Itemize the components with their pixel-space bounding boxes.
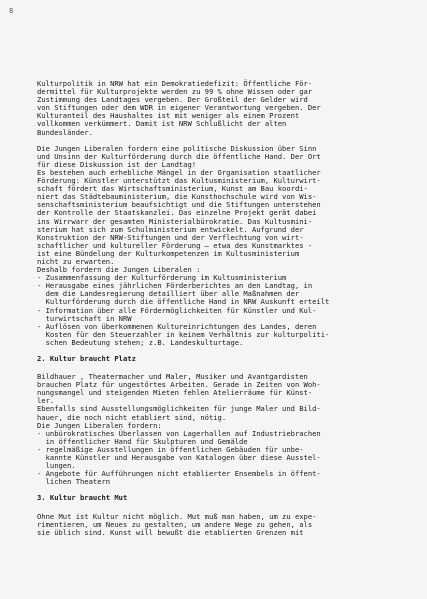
section-kultur-braucht-mut <box>37 513 417 537</box>
text-line: Bildhauer , Theatermacher und Maler, Musiker und Avantgardisten <box>37 372 308 382</box>
text-line: - Information über alle Fördermöglichkeiten für Künstler und Kul- <box>37 305 317 315</box>
paragraph <box>37 145 417 347</box>
text-line: sie üblich sind. Kunst will bewußt die etablierten Grenzen mit <box>37 527 304 537</box>
text-line: Bundesländer. <box>37 127 93 137</box>
text-line: ist eine Bündelung der Kulturkompetenzen im Kultusministerium <box>37 248 300 258</box>
text-line: nicht zu erwarten. <box>37 256 115 266</box>
text-line: Kosten für den Steuerzahler in keinem Verhältnis zur kulturpoliti- <box>37 329 330 339</box>
text-line: - regelmäßige Ausstellungen in öffentlichen Gebäuden für unbe- <box>37 444 304 454</box>
text-line: Konstruktion der NRW-Stiftungen und der Verflechtung von wirt- <box>37 232 304 242</box>
text-line: - Herausgabe eines jährlichen Förderberichtes an den Landtag, in <box>37 281 313 291</box>
text-line: hauer, die noch nicht etabliert sind, nötig. <box>37 412 227 422</box>
text-line: und Unsinn der Kulturförderung durch die öffentliche Hand. Der Ort <box>37 151 321 161</box>
text-line: für diese Diskussion ist der Landtag! <box>37 159 197 169</box>
text-line: Förderung: Künstler unterstützt das Kultusministerium, Kulturwirt- <box>37 176 321 186</box>
text-line: kannte Künstler und Herausgabe von Katalogen über diese Ausstel- <box>37 453 321 463</box>
text-line: Die Jungen Liberalen fordern eine politische Diskussion über Sinn <box>37 143 317 153</box>
text-line: Kulturanteil des Haushaltes ist mit weniger als einem Prozent <box>37 111 300 121</box>
text-line: - Auflösen von überkommenen Kultureinrichtungen des Landes, deren <box>37 321 317 331</box>
text-line: brauchen Platz für ungestörtes Arbeiten. Gerade in Zeiten von Woh- <box>37 380 321 390</box>
text-line: von Stiftungen oder dem WDR in eigener Verantwortung vergeben. Der <box>37 103 321 113</box>
heading-kultur-braucht-mut: 3. Kultur braucht Mut <box>37 493 128 503</box>
text-line: schaft fördert das Wirtschaftsministerium, Kunst am Bau koordi- <box>37 184 308 194</box>
text-line: senschaftsministerium beaufsichtigt und die Stiftungen unterstehen <box>37 200 321 210</box>
text-line: - Angebote für Aufführungen nicht etablierter Ensembels in öffent- <box>37 469 321 479</box>
text-line: schaftlicher und kultureller Förderung – etwa des Kunstmarktes - <box>37 240 313 250</box>
text-line: in öffentlicher Hand für Skulpturen und Gemälde <box>37 436 248 446</box>
text-line: Ohne Mut ist Kultur nicht möglich. Mut muß man haben, um zu expe- <box>37 511 317 521</box>
paragraph <box>37 373 417 486</box>
text-line: lungen. <box>37 461 76 471</box>
text-line: Kulturpolitik in NRW hat ein Demokratiedefizit: Öffentliche För- <box>37 79 313 88</box>
text-line: dermittel für Kulturprojekte werden zu 99 % ohne Wissen oder gar <box>37 87 313 97</box>
text-line: rimentieren, um Neues zu gestalten, um andere Wege zu gehen, als <box>37 519 313 529</box>
text-line: vollkommen verkümmert. Damit ist NRW Schlußlicht der alten <box>37 119 287 129</box>
text-line: Die Jungen Liberalen fordern: <box>37 420 162 430</box>
text-line: Ebenfalls sind Ausstellungsmöglichkeiten für junge Maler und Bild- <box>37 404 321 414</box>
document-body <box>37 80 417 545</box>
paragraph <box>37 513 417 537</box>
paragraph <box>37 80 417 137</box>
text-line: schen Bedeutung stehen; z.B. Landeskulturtage. <box>37 337 244 347</box>
heading-kultur-braucht-platz: 2. Kultur braucht Platz <box>37 354 136 363</box>
section-kultur-braucht-platz <box>37 373 417 486</box>
text-line: nungsmangel und steigenden Mieten fehlen Atelierräume für Künst- <box>37 388 313 398</box>
text-line: ins Wirrwarr der gesamten Ministerialbürokratie. Das Kultusmini- <box>37 216 313 226</box>
text-line: sterium hat sich zum Schulministerium entwickelt. Aufgrund der <box>37 224 304 234</box>
section-intro <box>37 80 417 347</box>
text-line: lichen Theatern <box>37 477 111 487</box>
text-line: dem die Landesregierung detailliert über alle Maßnahmen der <box>37 289 300 299</box>
text-line: ler. <box>37 396 55 406</box>
text-line: Deshalb fordern die Jungen Liberalen : <box>37 265 201 275</box>
text-line: niert das Städtebauministerium, die Kunsthochschule wird von Wis- <box>37 192 317 202</box>
text-line: - unbürokratisches Überlassen von Lagerhallen auf Industriebrachen <box>37 428 321 438</box>
corner-mark: 8 <box>9 7 14 15</box>
text-line: Es bestehen auch erhebliche Mängel in der Organisation staatlicher <box>37 167 321 177</box>
text-line: Kulturförderung durch die öffentliche Hand in NRW Auskunft erteilt <box>37 297 330 307</box>
text-line: - Zusammenfassung der Kulturförderung im Kultusministerium <box>37 273 287 283</box>
text-line: der Kontrolle der Staatskanzlei. Das einzelne Projekt gerät dabei <box>37 208 317 218</box>
text-line: turwirtschaft in NRW <box>37 313 132 323</box>
text-line: Zustimmung des Landtages vergeben. Der Großteil der Gelder wird <box>37 95 308 105</box>
